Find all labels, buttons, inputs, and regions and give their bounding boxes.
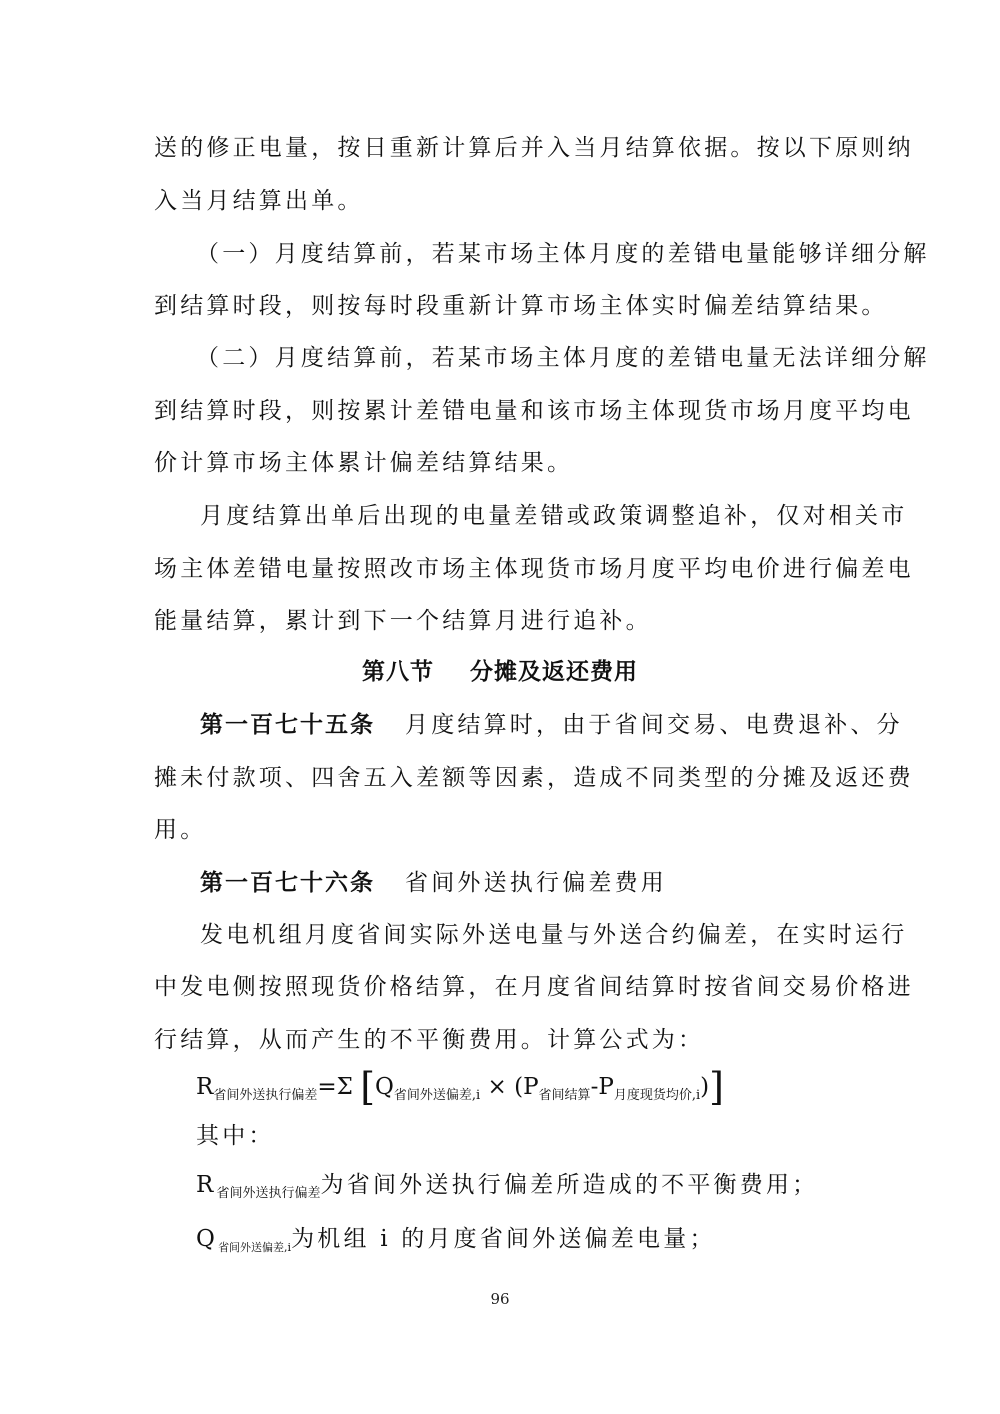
body-line: 场主体差错电量按照改市场主体现货市场月度平均电价进行偏差电 (154, 556, 914, 582)
definition-q (196, 1224, 896, 1263)
body-line: 中发电侧按照现货价格结算，在月度省间结算时按省间交易价格进 (154, 974, 914, 1000)
body-line: （一）月度结算前，若某市场主体月度的差错电量能够详细分解 (196, 241, 930, 267)
formula-minus: - (590, 1074, 599, 1100)
body-line: 发电机组月度省间实际外送电量与外送合约偏差，在实时运行 (200, 922, 908, 948)
definition-q-symbol: Q (196, 1226, 219, 1252)
formula-r-sub: 省间外送执行偏差 (213, 1088, 318, 1103)
formula-equals-sigma: =Σ (317, 1074, 353, 1100)
body-line: 到结算时段，则按每时段重新计算市场主体实时偏差结算结果。 (154, 293, 888, 319)
body-line: （二）月度结算前，若某市场主体月度的差错电量无法详细分解 (196, 345, 930, 371)
article-175-label: 第一百七十五条 (200, 711, 375, 738)
definition-r-text: 为省间外送执行偏差所造成的不平衡费用； (320, 1172, 819, 1198)
article-176-title: 省间外送执行偏差费用 (405, 870, 667, 896)
formula-close-bracket: ] (709, 1065, 724, 1109)
body-line: 价计算市场主体累计偏差结算结果。 (154, 450, 574, 476)
where-label: 其中： (196, 1123, 275, 1149)
article-176-line (200, 868, 900, 898)
formula-times: × ( (480, 1074, 524, 1100)
formula-r: R (196, 1074, 214, 1100)
page-number: 96 (490, 1290, 510, 1308)
body-line: 到结算时段，则按累计差错电量和该市场主体现货市场月度平均电 (154, 398, 914, 424)
body-line: 月度结算出单后出现的电量差错或政策调整追补，仅对相关市 (200, 503, 908, 529)
article-175-text: 月度结算时，由于省间交易、电费退补、分 (405, 712, 903, 738)
formula-p2: P (598, 1074, 614, 1100)
body-line: 摊未付款项、四舍五入差额等因素，造成不同类型的分摊及返还费 (154, 765, 914, 791)
definition-r (196, 1170, 896, 1209)
body-line: 送的修正电量，按日重新计算后并入当月结算依据。按以下原则纳 (154, 135, 914, 161)
section-heading (0, 657, 1000, 687)
definition-q-sub: 省间外送偏差,i (218, 1241, 292, 1254)
definition-r-sub: 省间外送执行偏差 (216, 1186, 321, 1201)
body-line: 行结算，从而产生的不平衡费用。计算公式为： (154, 1027, 705, 1053)
definition-q-text: 为机组 i 的月度省间外送偏差电量； (291, 1226, 716, 1252)
section-number: 第八节 (362, 658, 434, 685)
body-line: 用。 (154, 817, 207, 843)
formula-p1-sub: 省间结算 (538, 1088, 591, 1103)
section-title: 分摊及返还费用 (470, 658, 638, 685)
formula-q: Q (375, 1074, 394, 1100)
definition-r-symbol: R (196, 1172, 217, 1198)
formula-open-bracket: [ (360, 1065, 376, 1109)
formula-p2-sub: 月度现货均价,i (613, 1088, 701, 1103)
body-line: 入当月结算出单。 (154, 188, 364, 214)
body-line: 能量结算，累计到下一个结算月进行追补。 (154, 608, 652, 634)
article-176-label: 第一百七十六条 (200, 869, 375, 896)
formula (196, 1067, 724, 1116)
article-175-line (200, 710, 903, 740)
formula-close-paren: ) (700, 1074, 710, 1100)
formula-q-sub: 省间外送偏差,i (393, 1088, 481, 1103)
formula-p1: P (523, 1074, 539, 1100)
